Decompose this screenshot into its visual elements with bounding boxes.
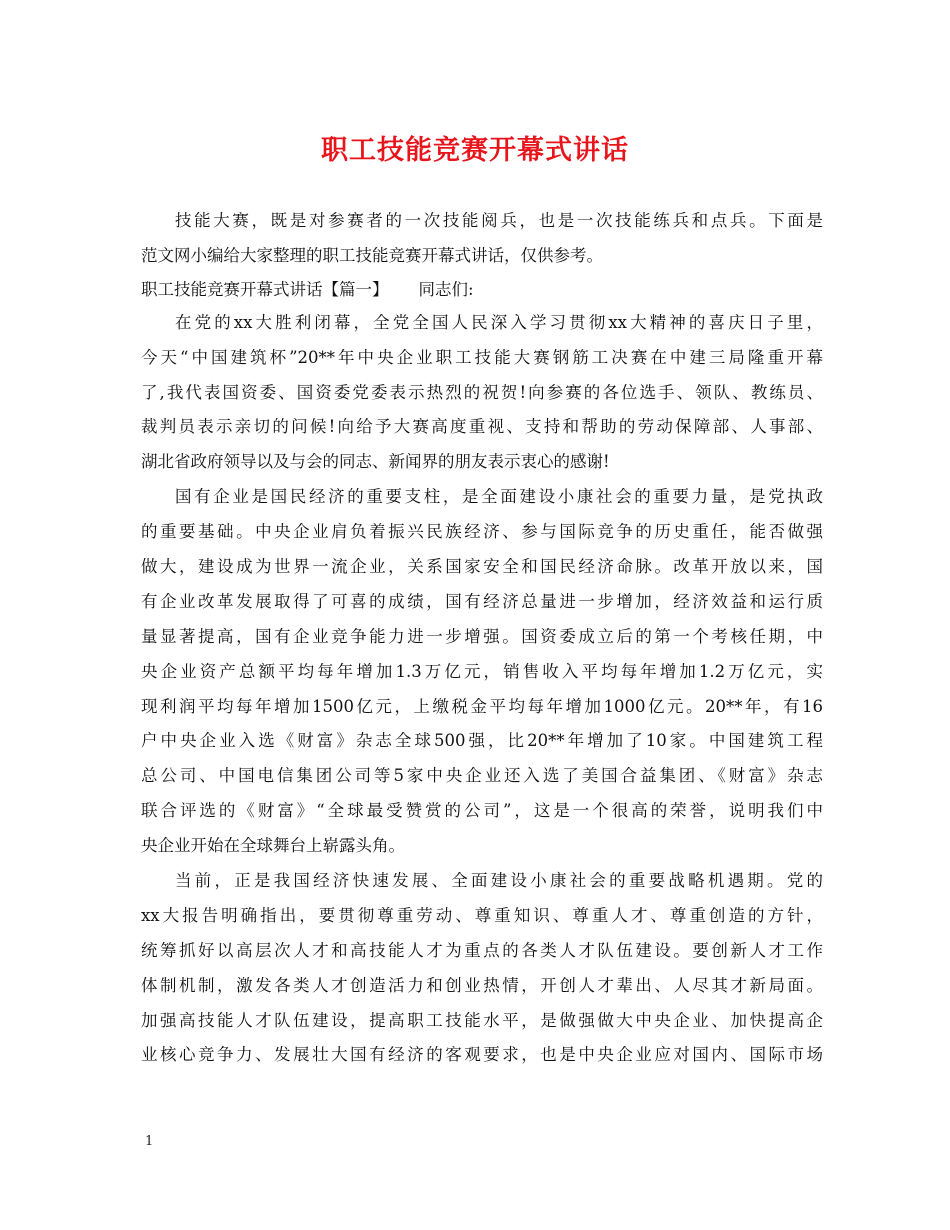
- paragraph-3-line-4: 体制机制，激发各类人才创造活力和创业热情，开创人才辈出、人尽其才新局面。: [141, 975, 823, 995]
- paragraph-3-line-2: xx大报告明确指出，要贯彻尊重劳动、尊重知识、尊重人才、尊重创造的方针，: [141, 905, 823, 925]
- greeting: 同志们:: [418, 279, 474, 299]
- paragraph-2-line-8: 户中央企业入选《财富》杂志全球500强，比20**年增加了10家。中国建筑工程: [141, 731, 823, 751]
- paragraph-2-line-2: 的重要基础。中央企业肩负着振兴民族经济、参与国际竞争的历史重任，能否做强: [141, 522, 823, 542]
- paragraph-3-line-1: 当前，正是我国经济快速发展、全面建设小康社会的重要战略机遇期。党的: [175, 871, 823, 891]
- paragraph-1-line-5: 湖北省政府领导以及与会的同志、新闻界的朋友表示衷心的感谢!: [141, 452, 610, 472]
- paragraph-2-line-4: 有企业改革发展取得了可喜的成绩，国有经济总量进一步增加，经济效益和运行质: [141, 591, 823, 611]
- paragraph-3-line-6: 业核心竞争力、发展壮大国有经济的客观要求，也是中央企业应对国内、国际市场: [141, 1045, 823, 1065]
- paragraph-1-line-2: 今天“中国建筑杯”20**年中央企业职工技能大赛钢筋工决赛在中建三局隆重开幕: [141, 347, 823, 367]
- intro-line-1: 技能大赛，既是对参赛者的一次技能阅兵，也是一次技能练兵和点兵。下面是: [175, 211, 823, 230]
- paragraph-1-line-3: 了,我代表国资委、国资委党委表示热烈的祝贺!向参赛的各位选手、领队、教练员、: [141, 382, 823, 402]
- paragraph-2-line-11: 央企业开始在全球舞台上崭露头角。: [141, 836, 405, 856]
- document-body: [141, 204, 823, 1073]
- paragraph-2-line-7: 现利润平均每年增加1500亿元，上缴税金平均每年增加1000亿元。20**年，有16: [141, 696, 823, 716]
- paragraph-1-line-4: 裁判员表示亲切的问候!向给予大赛高度重视、支持和帮助的劳动保障部、人事部、: [141, 417, 823, 437]
- page-number: 1: [145, 1134, 154, 1149]
- paragraph-3-line-3: 统筹抓好以高层次人才和高技能人才为重点的各类人才队伍建设。要创新人才工作: [141, 940, 823, 960]
- document-title: 职工技能竞赛开幕式讲话: [321, 135, 629, 166]
- intro-line-2: 范文网小编给大家整理的职工技能竞赛开幕式讲话，仅供参考。: [141, 245, 603, 265]
- paragraph-2-line-1: 国有企业是国民经济的重要支柱，是全面建设小康社会的重要力量，是党执政: [175, 487, 823, 507]
- paragraph-2-line-5: 量显著提高，国有企业竞争能力进一步增强。国资委成立后的第一个考核任期，中: [141, 626, 823, 646]
- paragraph-3-line-5: 加强高技能人才队伍建设，提高职工技能水平，是做强做大中央企业、加快提高企: [141, 1010, 823, 1030]
- paragraph-2-line-3: 做大，建设成为世界一流企业，关系国家安全和国民经济命脉。改革开放以来，国: [141, 557, 823, 577]
- section-heading: 职工技能竞赛开幕式讲话【篇一】: [141, 279, 389, 299]
- paragraph-2-line-10: 联合评选的《财富》“全球最受赞赏的公司”，这是一个很高的荣誉，说明我们中: [141, 801, 823, 821]
- paragraph-2-line-6: 央企业资产总额平均每年增加1.3万亿元，销售收入平均每年增加1.2万亿元，实: [141, 661, 823, 681]
- paragraph-2-line-9: 总公司、中国电信集团公司等5家中央企业还入选了美国合益集团、《财富》杂志: [141, 766, 823, 786]
- section-heading-line: [141, 274, 823, 306]
- paragraph-1-line-1: 在党的xx大胜利闭幕，全党全国人民深入学习贯彻xx大精神的喜庆日子里，: [175, 312, 823, 332]
